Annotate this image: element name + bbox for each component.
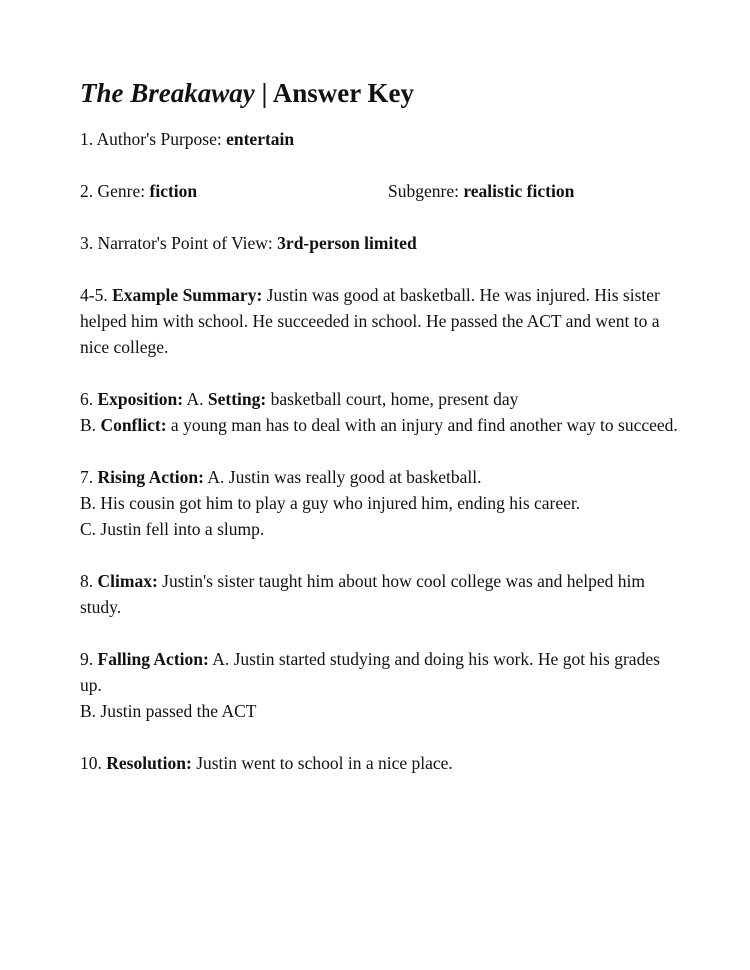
answer-1-label: Author's Purpose:	[96, 129, 227, 149]
answer-7	[80, 464, 680, 542]
answer-4-5	[80, 282, 680, 360]
answer-10-number: 10.	[80, 753, 107, 773]
answer-2-number: 2.	[80, 181, 98, 201]
answer-6-conflict-text: a young man has to deal with an injury and find another way to succeed.	[166, 415, 678, 435]
answer-4-5-text: Justin was good at basketball. He was injured. His sister helped him with school. He succeeded in school. He passed the ACT and went to a nice college.	[80, 285, 660, 357]
answer-8-label: Climax:	[97, 571, 158, 591]
answer-7-b-text: B. His cousin got him to play a guy who injured him, ending his career.	[80, 493, 581, 513]
answer-4-5-label: Example Summary:	[112, 285, 263, 305]
answer-2-genre-label: Genre:	[97, 181, 150, 201]
answer-10	[80, 750, 680, 776]
answer-list	[80, 126, 680, 802]
title-story-name: The Breakaway	[80, 78, 255, 108]
answer-2	[80, 178, 680, 204]
answer-4-5-number: 4-5.	[80, 285, 113, 305]
answer-3-value: 3rd-person limited	[277, 233, 417, 253]
answer-9-number: 9.	[80, 649, 98, 669]
answer-6-number: 6.	[80, 389, 98, 409]
page-title	[80, 78, 414, 109]
answer-6-a-marker: A.	[183, 389, 208, 409]
answer-3-number: 3.	[80, 233, 98, 253]
answer-8	[80, 568, 680, 620]
answer-10-label: Resolution:	[106, 753, 192, 773]
title-suffix: | Answer Key	[254, 78, 414, 108]
answer-2-subgenre-label: Subgenre:	[388, 181, 464, 201]
answer-9-b-text: B. Justin passed the ACT	[80, 701, 257, 721]
answer-2-subgenre	[388, 178, 574, 204]
answer-7-label: Rising Action:	[97, 467, 204, 487]
answer-6	[80, 386, 680, 438]
answer-1-number: 1.	[80, 129, 97, 149]
answer-9-label: Falling Action:	[97, 649, 209, 669]
answer-1-value: entertain	[226, 129, 295, 149]
answer-1	[80, 126, 680, 152]
answer-7-number: 7.	[80, 467, 98, 487]
answer-6-conflict-label: Conflict:	[100, 415, 167, 435]
answer-3	[80, 230, 680, 256]
answer-2-genre	[80, 178, 388, 204]
answer-2-subgenre-value: realistic fiction	[463, 181, 575, 201]
answer-6-b-marker: B.	[80, 415, 101, 435]
answer-8-text: Justin's sister taught him about how cool college was and helped him study.	[80, 571, 646, 617]
answer-9-a-text: A. Justin started studying and doing his work. He got his grades up.	[80, 649, 660, 695]
answer-6-setting-text: basketball court, home, present day	[266, 389, 519, 409]
answer-10-text: Justin went to school in a nice place.	[191, 753, 453, 773]
answer-6-label: Exposition:	[97, 389, 184, 409]
answer-2-genre-value: fiction	[149, 181, 198, 201]
answer-3-label: Narrator's Point of View:	[97, 233, 278, 253]
answer-7-c-text: C. Justin fell into a slump.	[80, 519, 265, 539]
answer-6-setting-label: Setting:	[207, 389, 267, 409]
answer-7-a-text: A. Justin was really good at basketball.	[203, 467, 482, 487]
answer-9	[80, 646, 680, 724]
answer-8-number: 8.	[80, 571, 98, 591]
